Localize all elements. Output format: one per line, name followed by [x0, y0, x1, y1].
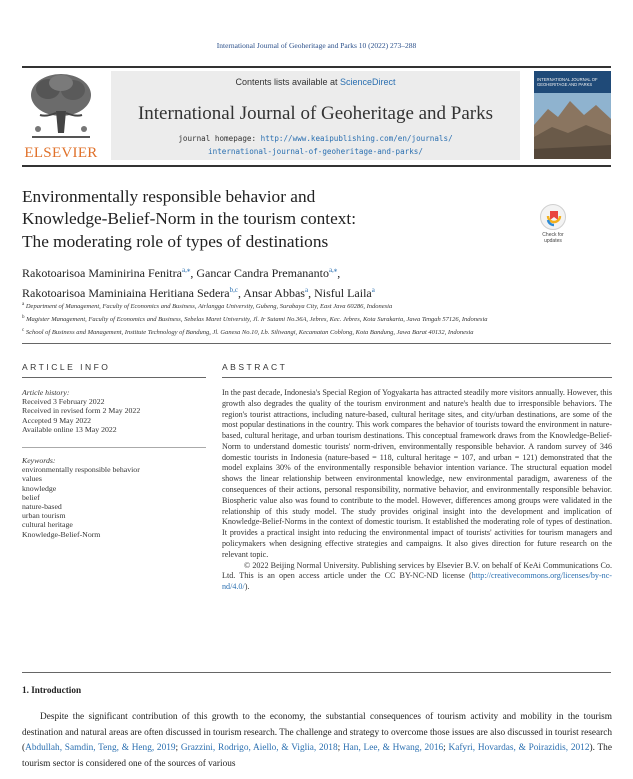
check-for-updates-button[interactable]: [538, 204, 568, 244]
keyword-item: knowledge: [22, 483, 57, 493]
affiliation-text: Magister Management, Faculty of Economics and Business, Sebelas Maret University, Jl. Ir Sutami No.36A, Jebres, Kec. Jebres, Kota Surakarta, Jawa Tengah 57126, Indonesia: [26, 316, 488, 324]
citation-link[interactable]: Abdullah, Samdin, Teng, & Heng, 2019: [25, 743, 176, 754]
citation-link[interactable]: Kafyri, Hovardas, & Poirazidis, 2012: [448, 743, 590, 754]
intro-text: Despite the significant contribution of this growth to the economy, the substantial consequences of tourism activity and mobility in the tourism destination and natural areas are often discussed in tourism research. The challenge and strategy to overcome those issues are also discussed in tourist research (: [22, 712, 612, 754]
history-item: Accepted 9 May 2022: [22, 415, 92, 425]
sciencedirect-link[interactable]: ScienceDirect: [340, 77, 396, 87]
journal-cover-image[interactable]: [534, 71, 611, 159]
section-title-introduction: 1. Introduction: [22, 685, 82, 695]
introduction-paragraph: Despite the significant contribution of this growth to the economy, the substantial consequences of tourism activity and mobility in the tourism destination and natural areas are often discussed in tourism research. The challenge and strategy to overcome those issues are also discussed in tourist research (Abdullah, Samdin, Teng, & Heng, 2019; Grazzini, Rodrigo, Aiello, & Viglia, 2018; Han, Lee, & Hwang, 2016; Kafyri, Hovardas, & Poirazidis, 2012). The tourism sector is considered one of the sources of various: [22, 712, 612, 770]
keywords-label: Keywords:: [22, 456, 56, 465]
author-separator: ,: [308, 286, 315, 300]
journal-reference[interactable]: International Journal of Geoheritage and Parks 10 (2022) 273–288: [216, 41, 417, 50]
history-item: Received in revised form 2 May 2022: [22, 406, 141, 416]
affiliation-item: [22, 325, 617, 338]
author-list: [22, 262, 612, 302]
abstract-rule: [222, 377, 612, 378]
journal-name[interactable]: International Journal of Geoheritage and Parks: [137, 103, 494, 124]
masthead-bottom-rule: [22, 165, 611, 167]
author-affiliation-mark[interactable]: a: [304, 286, 309, 294]
info-rule: [22, 377, 206, 378]
citation-link[interactable]: Han, Lee, & Hwang, 2016: [342, 743, 444, 754]
author-affiliation-mark[interactable]: a,⁎: [328, 266, 338, 274]
journal-masthead: [111, 71, 520, 160]
affiliations: [22, 299, 617, 339]
author-name[interactable]: Rakotoarisoa Maminiaina Heritiana Sedera: [22, 286, 230, 300]
abstract-text: In the past decade, Indonesia's Special Region of Yogyakarta has attracted steadily more visitors annually. However, this growth also degrades the quality of the tourism environment and nature's health due to irresponsible behaviors. The region's tourist attractions, including nature-based, cultural heritage sites, and city/urban destinations, are some of the most popular destinations in the country. This work compares the behavior of tourists toward the environment in nature-based, cultural heritage, and urban tourism destinations. This conceptual framework draws from the Knowledge-Belief-Norm to understand domestic tourists' norm-driven, environmentally responsible behavior. A random survey of 346 domestic tourists in Indonesia (nature-based = 118, cultural heritage = 107, and urban = 121) demonstrated that the model explains 30% of the environmentally responsible behavior intention variance. The structural equation model shows the linear relationship between environmental knowledge, new environmental paradigm, awareness of the consequences of their actions, personal responsibility, normative behavior, and environmentally responsible behavior. Biospheric value also was found to contribute to the model. However, differences among groups were validated in the relationship of this study model. The study provides original insight into the development and implication of Knowledge-Belief-Norms in the context of domestic tourism. It established the moderating role of types of destination. It provides a practical insight into reducing the environmental impact of tourists' activities for tourism managers and policymakers when designing effective strategies and campaigns. It also gives direction for future research on the relevant topic.: [222, 388, 612, 559]
article-history: [22, 388, 206, 434]
author-separator: ,: [337, 266, 341, 280]
intro-text-end: ). The tourism sector is considered one of the sources of various: [22, 743, 612, 770]
author-affiliation-mark[interactable]: a,⁎: [181, 266, 191, 274]
abstract-bottom-rule: [22, 672, 611, 673]
check-for-updates-icon: [540, 204, 566, 230]
copyright-text: © 2022 Beijing Normal University. Publishing services by Elsevier B.V. on behalf of KeAi Communications Co. Ltd. This is an open access article under the CC BY-NC-ND license (: [222, 560, 612, 581]
author-separator: ,: [237, 286, 244, 300]
copyright-end: ).: [244, 582, 250, 592]
author-name[interactable]: Ansar Abbas: [243, 286, 305, 300]
author-affiliation-mark[interactable]: b,c: [229, 286, 238, 294]
citation-link[interactable]: Grazzini, Rodrigo, Aiello, & Viglia, 2018: [180, 743, 338, 754]
author-name[interactable]: Rakotoarisoa Maminirina Fenitra: [22, 266, 182, 280]
elsevier-logo[interactable]: [20, 71, 102, 161]
homepage-url-1[interactable]: http://www.keaipublishing.com/en/journals/: [260, 134, 453, 143]
keyword-item: belief: [22, 492, 40, 502]
contents-line: [111, 77, 520, 87]
cover-title: INTERNATIONAL JOURNAL OF GEOHERITAGE AND PARKS: [537, 77, 598, 87]
keyword-item: cultural heritage: [22, 520, 73, 530]
check-for-updates-label: Check for updates: [542, 232, 564, 244]
keyword-item: Knowledge-Belief-Norm: [22, 529, 101, 539]
title-line: Knowledge-Belief-Norm in the tourism context:: [22, 209, 357, 229]
history-item: Available online 13 May 2022: [22, 424, 117, 434]
info-divider: [22, 447, 206, 448]
author-name[interactable]: Gancar Candra Premananto: [196, 266, 329, 280]
journal-homepage: [111, 132, 520, 158]
article-info-header: ARTICLE INFO: [22, 362, 111, 372]
keyword-item: urban tourism: [22, 511, 66, 521]
affiliation-item: [22, 299, 617, 312]
author-affiliation-mark[interactable]: a: [371, 286, 375, 294]
affiliation-mark: c: [22, 328, 25, 334]
author-name[interactable]: Nisful Laila: [314, 286, 372, 300]
history-label: Article history:: [22, 388, 70, 397]
title-line: The moderating role of types of destinations: [22, 231, 329, 251]
keywords: [22, 456, 206, 539]
top-rule: [22, 66, 611, 68]
keyword-item: values: [22, 474, 42, 484]
affiliation-mark: b: [22, 315, 25, 321]
abstract-header: ABSTRACT: [222, 362, 288, 372]
title-line: Environmentally responsible behavior and: [22, 187, 316, 206]
elsevier-tree-icon: [26, 71, 96, 143]
affiliation-text: Department of Management, Faculty of Economics and Business, Airlangga University, Gubeng, Surabaya City, East Java 60286, Indonesia: [25, 303, 393, 310]
elsevier-wordmark: ELSEVIER: [24, 145, 98, 161]
article-title: [22, 186, 522, 253]
homepage-url-2[interactable]: international-journal-of-geoheritage-and-parks/: [208, 147, 423, 156]
license-link[interactable]: http://creativecommons.org/licenses/by-nc-nd/4.0/: [222, 571, 612, 592]
affiliation-item: [22, 312, 617, 325]
keyword-item: nature-based: [22, 502, 62, 512]
affiliation-mark: a: [22, 302, 25, 307]
history-item: Received 3 February 2022: [22, 397, 105, 407]
homepage-label: journal homepage:: [178, 134, 261, 143]
copyright-notice: [222, 561, 612, 593]
keyword-item: environmentally responsible behavior: [22, 465, 140, 475]
abstract-body: [222, 388, 612, 593]
affiliation-text: School of Business and Management, Institute Technology of Bandung, Jl. Ganesa No.10, Lb. Siliwangi, Kecamatan Coblong, Kota Bandung, Jawa Barat 40132, Indonesia: [25, 329, 474, 337]
author-separator: ,: [190, 266, 197, 280]
section-rule: [22, 343, 611, 344]
contents-prefix: Contents lists available at: [235, 77, 341, 87]
